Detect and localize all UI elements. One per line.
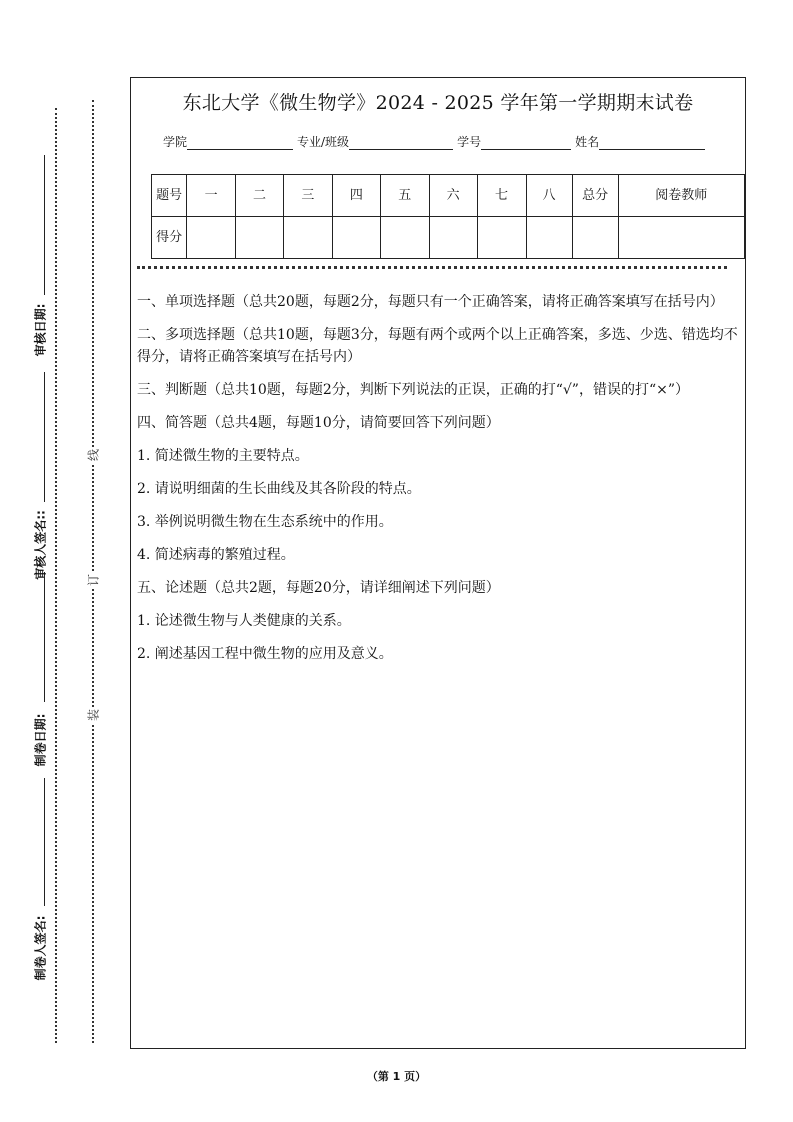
score-cell[interactable]	[380, 217, 429, 259]
cut-ding-char: 订	[86, 573, 101, 587]
col-header-grader: 阅卷教师	[618, 175, 744, 217]
exam-title: 东北大学《微生物学》2024 - 2025 学年第一学期期末试卷	[182, 92, 694, 114]
question-item: 1. 论述微生物与人类健康的关系。	[137, 613, 351, 629]
info-label-student-id: 学号	[457, 135, 482, 149]
col-header: 四	[332, 175, 380, 217]
info-label-name: 姓名	[575, 135, 600, 149]
major-class-field[interactable]	[349, 137, 453, 150]
section-heading: 三、判断题（总共10题，每题2分，判断下列说法的正误，正确的打“√”，错误的打“×”）	[137, 382, 689, 398]
maker-sign-line	[44, 778, 45, 906]
section-heading: 一、单项选择题（总共20题，每题2分，每题只有一个正确答案，请将正确答案填写在括号内）	[137, 294, 724, 310]
student-info-row	[163, 133, 709, 150]
make-date-label: 制卷日期:	[33, 713, 48, 767]
exam-content	[137, 291, 741, 676]
col-header: 五	[380, 175, 429, 217]
exam-frame	[130, 77, 746, 1049]
cut-line-char: 线	[86, 448, 101, 462]
info-label-college: 学院	[163, 135, 188, 149]
review-date-line	[44, 155, 45, 295]
reviewer-sign-line	[44, 372, 45, 502]
question-item: 4. 简述病毒的繁殖过程。	[137, 547, 295, 563]
col-header: 六	[429, 175, 477, 217]
col-header-total: 总分	[572, 175, 618, 217]
score-cell[interactable]	[429, 217, 477, 259]
score-cell[interactable]	[187, 217, 236, 259]
cut-zhuang-char: 装	[86, 708, 101, 722]
section-heading: 二、多项选择题（总共10题，每题3分，每题有两个或两个以上正确答案，多选、少选、错选均不得分，请将正确答案填写在括号内）	[137, 327, 738, 365]
score-cell[interactable]	[332, 217, 380, 259]
col-header: 一	[187, 175, 236, 217]
row-header-score: 得分	[152, 217, 187, 259]
question-item: 3. 举例说明微生物在生态系统中的作用。	[137, 514, 393, 530]
question-item: 2. 阐述基因工程中微生物的应用及意义。	[137, 646, 393, 662]
score-table-header-row	[152, 175, 745, 217]
col-header: 三	[284, 175, 333, 217]
col-header: 八	[526, 175, 572, 217]
info-label-major: 专业/班级	[297, 135, 350, 149]
binding-dotted-line-outer	[55, 108, 57, 1043]
page-number: （第 1 页）	[366, 1070, 427, 1083]
section-heading: 五、论述题（总共2题，每题20分，请详细阐述下列问题）	[137, 580, 500, 596]
score-cell[interactable]	[526, 217, 572, 259]
col-header: 二	[236, 175, 284, 217]
name-field[interactable]	[599, 137, 705, 150]
score-cell[interactable]	[284, 217, 333, 259]
col-header: 七	[477, 175, 526, 217]
score-cell[interactable]	[236, 217, 284, 259]
score-table	[151, 174, 745, 259]
row-header-question-no: 题号	[152, 175, 187, 217]
college-field[interactable]	[187, 137, 293, 150]
dotted-separator	[137, 266, 727, 269]
question-item: 1. 简述微生物的主要特点。	[137, 448, 309, 464]
reviewer-sign-label: 审核人签名::	[33, 510, 48, 580]
score-cell-grader[interactable]	[618, 217, 744, 259]
question-item: 2. 请说明细菌的生长曲线及其各阶段的特点。	[137, 481, 421, 497]
score-cell[interactable]	[477, 217, 526, 259]
maker-sign-label: 制卷人签名:	[33, 915, 48, 981]
make-date-line	[44, 572, 45, 702]
binding-margin	[0, 0, 128, 1060]
student-id-field[interactable]	[481, 137, 571, 150]
score-cell-total[interactable]	[572, 217, 618, 259]
review-date-label: 审核日期:	[33, 303, 48, 357]
section-heading: 四、简答题（总共4题，每题10分，请简要回答下列问题）	[137, 415, 500, 431]
score-table-score-row	[152, 217, 745, 259]
